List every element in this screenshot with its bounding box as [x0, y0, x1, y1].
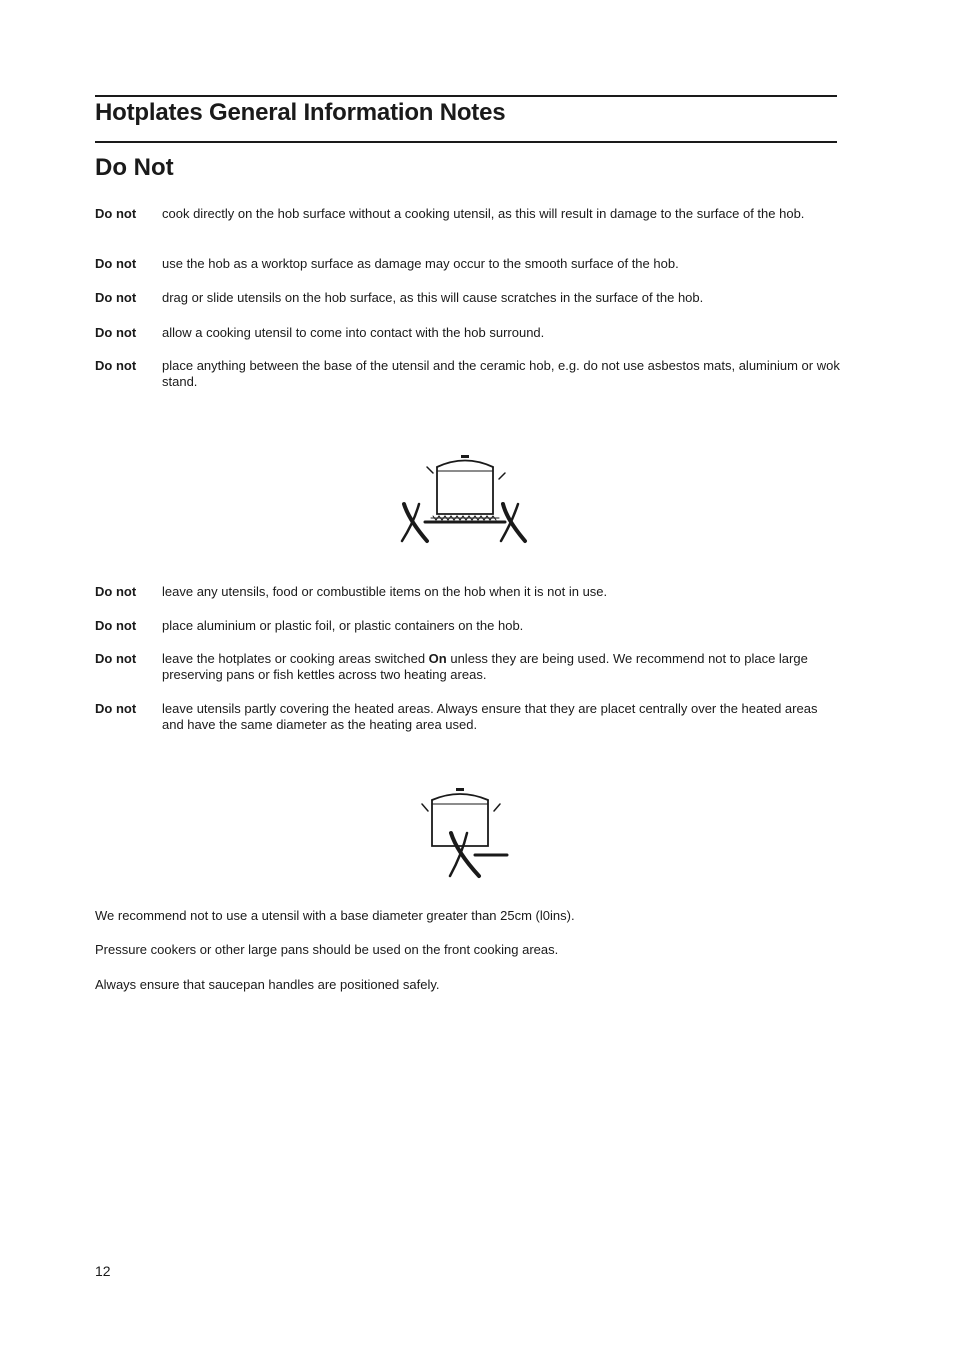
- rule-label: Do not: [95, 358, 137, 373]
- note-pressure-cookers: Pressure cookers or other large pans should be used on the front cooking areas.: [95, 942, 559, 957]
- rule-text-part: leave the hotplates or cooking areas switched: [162, 651, 429, 666]
- rule-label: Do not: [95, 290, 137, 305]
- rule-text: [162, 651, 840, 683]
- rule-label: Do not: [95, 651, 137, 666]
- rule-text: use the hob as a worktop surface as damage may occur to the smooth surface of the hob.: [162, 256, 679, 271]
- pan-on-stand-illustration: [395, 450, 535, 546]
- title-rule: [95, 141, 837, 143]
- note-base-diameter: We recommend not to use a utensil with a base diameter greater than 25cm (l0ins).: [95, 908, 575, 923]
- rule-label: Do not: [95, 618, 137, 633]
- rule-text: place aluminium or plastic foil, or plastic containers on the hob.: [162, 618, 524, 633]
- page-number: 12: [95, 1263, 111, 1279]
- rule-text: leave any utensils, food or combustible items on the hob when it is not in use.: [162, 584, 608, 599]
- page-title: Hotplates General Information Notes: [95, 99, 506, 126]
- rule-label: Do not: [95, 325, 137, 340]
- rule-text: drag or slide utensils on the hob surface, as this will cause scratches in the surface of the hob.: [162, 290, 704, 305]
- rule-text: leave utensils partly covering the heated areas. Always ensure that they are placet centrally over the heated areas and have the same diameter as the heating area used.: [162, 701, 818, 732]
- rule-label: Do not: [95, 584, 137, 599]
- on-keyword: On: [428, 651, 447, 666]
- rule-text: allow a cooking utensil to come into contact with the hob surround.: [162, 325, 545, 340]
- note-handles: Always ensure that saucepan handles are positioned safely.: [95, 977, 440, 992]
- top-rule: [95, 95, 837, 97]
- rule-label: Do not: [95, 256, 137, 271]
- rule-label: Do not: [95, 206, 137, 221]
- rule-text: place anything between the base of the utensil and the ceramic hob, e.g. do not use asbestos mats, aluminium or wok stand.: [162, 358, 840, 389]
- rule-label: Do not: [95, 701, 137, 716]
- rule-text-part: unless they are being used. We recommend not to place large preserving pans or fish kettles across two heating areas.: [162, 651, 808, 682]
- offset-pan-illustration: [415, 784, 515, 880]
- rule-text: cook directly on the hob surface without a cooking utensil, as this will result in damage to the surface of the hob.: [162, 206, 805, 221]
- section-heading: Do Not: [95, 154, 174, 181]
